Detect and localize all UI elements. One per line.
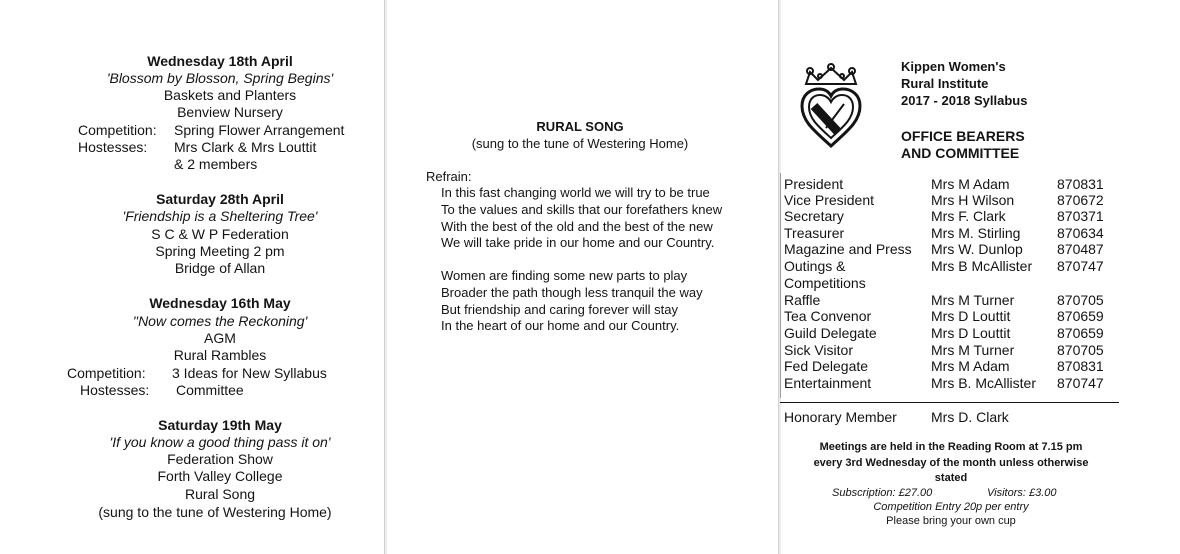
role: Secretary (784, 208, 844, 224)
member-name: Mrs M. Stirling (931, 225, 1021, 241)
member-name: Mrs D Louttit (931, 308, 1011, 324)
member-name: Mrs M Adam (931, 176, 1010, 192)
phone: 870634 (1057, 225, 1104, 241)
table-row (784, 342, 1119, 359)
meetings-line1: Meetings are held in the Reading Room at 7.15 pm (819, 441, 1083, 453)
syllabus-year: 2017 - 2018 Syllabus (901, 93, 1028, 108)
song-line: In the heart of our home and our Country. (441, 318, 680, 333)
song-line: In this fast changing world we will try to be true (441, 185, 710, 200)
competition-entry: Competition Entry 20p per entry (873, 501, 1029, 513)
org-name-line1: Kippen Women's (901, 59, 1006, 74)
event-date: Wednesday 16th May (149, 295, 291, 311)
member-name: Mrs H Wilson (931, 192, 1015, 208)
event-line: Forth Valley College (157, 468, 283, 484)
role: Entertainment (784, 375, 872, 391)
event-line: Bridge of Allan (174, 260, 266, 276)
song-line: With the best of the old and the best of the new (441, 219, 713, 234)
event-line: Baskets and Planters (163, 87, 297, 103)
subscription-fee: Subscription: £27.00 (832, 487, 933, 499)
event-line: Federation Show (167, 451, 273, 467)
phone: 870705 (1057, 292, 1104, 308)
song-title: RURAL SONG (536, 119, 624, 134)
hostesses-label: Hostesses: (78, 139, 148, 155)
honorary-label: Honorary Member (784, 409, 897, 425)
hostesses-label: Hostesses: (80, 382, 150, 398)
event-line: Rural Song (184, 486, 256, 502)
member-name: Mrs M Adam (931, 358, 1010, 374)
phone: 870831 (1057, 176, 1104, 192)
song-line: Women are finding some new parts to play (441, 268, 688, 283)
member-name: Mrs B McAllister (931, 258, 1033, 274)
song-line: Broader the path though less tranquil the way (441, 285, 703, 300)
member-name: Mrs M Turner (931, 342, 1015, 358)
phone: 870747 (1057, 258, 1104, 274)
phone: 870371 (1057, 208, 1104, 224)
bring-cup-note: Please bring your own cup (886, 515, 1016, 527)
song-subtitle: (sung to the tune of Westering Home) (471, 136, 689, 151)
hostesses-value: Committee (176, 382, 244, 398)
member-name: Mrs D Louttit (931, 325, 1011, 341)
table-row (784, 358, 1119, 375)
member-name: Mrs M Turner (931, 292, 1015, 308)
event-line: Spring Meeting 2 pm (155, 243, 285, 259)
event-date: Wednesday 18th April (147, 53, 293, 69)
role: Magazine and Press (784, 241, 912, 257)
competition-label: Competition: (67, 365, 146, 381)
phone: 870659 (1057, 308, 1104, 324)
competition-label: Competition: (78, 122, 157, 138)
event-subtitle: 'Blossom by Blosson, Spring Begins' (106, 70, 334, 86)
event-date: Saturday 28th April (156, 191, 284, 207)
hostesses-value: Mrs Clark & Mrs Louttit (174, 139, 317, 155)
heart-crown-emblem-icon (798, 62, 864, 150)
competition-value: Spring Flower Arrangement (174, 122, 345, 138)
member-name: Mrs F. Clark (931, 208, 1006, 224)
section-title-line1: OFFICE BEARERS (901, 128, 1025, 144)
meetings-line2: every 3rd Wednesday of the month unless otherwise (813, 457, 1089, 469)
table-row (784, 208, 1119, 225)
honorary-name: Mrs D. Clark (931, 409, 1009, 425)
table-divider (780, 402, 1119, 403)
table-row (784, 241, 1119, 258)
phone: 870705 (1057, 342, 1104, 358)
event-line: (sung to the tune of Westering Home) (98, 504, 332, 520)
table-row (784, 258, 1119, 275)
visitor-fee: Visitors: £3.00 (987, 487, 1057, 499)
table-row (784, 176, 1119, 193)
phone: 870672 (1057, 192, 1104, 208)
event-subtitle: ''Now comes the Reckoning' (132, 313, 308, 329)
event-line: S C & W P Federation (151, 226, 289, 242)
table-row (784, 275, 1119, 292)
song-line: We will take pride in our home and our Country. (441, 235, 715, 250)
fold-shadow-left (385, 0, 387, 554)
office-bearers-table (784, 176, 1119, 396)
member-name: Mrs B. McAllister (931, 375, 1036, 391)
table-row (784, 192, 1119, 209)
section-title-line2: AND COMMITTEE (901, 145, 1020, 161)
member-name: Mrs W. Dunlop (931, 241, 1023, 257)
event-subtitle: 'If you know a good thing pass it on' (109, 434, 331, 450)
table-row (784, 325, 1119, 342)
event-line: Rural Rambles (173, 347, 267, 363)
role: Treasurer (784, 225, 845, 241)
table-row (784, 308, 1119, 325)
org-name-line2: Rural Institute (901, 76, 989, 91)
role: Sick Visitor (784, 342, 853, 358)
meetings-line3: stated (934, 472, 968, 484)
hostesses-extra: & 2 members (174, 156, 258, 172)
song-line: To the values and skills that our forefathers knew (441, 202, 723, 217)
song-line: But friendship and caring forever will stay (441, 302, 679, 317)
competition-value: 3 Ideas for New Syllabus (172, 365, 327, 381)
event-line: AGM (204, 330, 236, 346)
table-bracket (780, 173, 781, 398)
phone: 870659 (1057, 325, 1104, 341)
phone: 870747 (1057, 375, 1104, 391)
table-row (784, 225, 1119, 242)
role: Fed Delegate (784, 358, 869, 374)
event-subtitle: 'Friendship is a Sheltering Tree' (122, 208, 318, 224)
event-date: Saturday 19th May (158, 417, 282, 433)
role: Vice President (784, 192, 875, 208)
phone: 870831 (1057, 358, 1104, 374)
role: Raffle (784, 292, 821, 308)
table-row (784, 375, 1119, 392)
role: Outings & (784, 258, 846, 274)
role: Tea Convenor (784, 308, 872, 324)
role: Competitions (784, 275, 866, 291)
phone: 870487 (1057, 241, 1104, 257)
role: Guild Delegate (784, 325, 877, 341)
table-row (784, 292, 1119, 309)
role: President (784, 176, 844, 192)
event-line: Benview Nursery (177, 104, 283, 120)
refrain-label: Refrain: (426, 169, 472, 184)
